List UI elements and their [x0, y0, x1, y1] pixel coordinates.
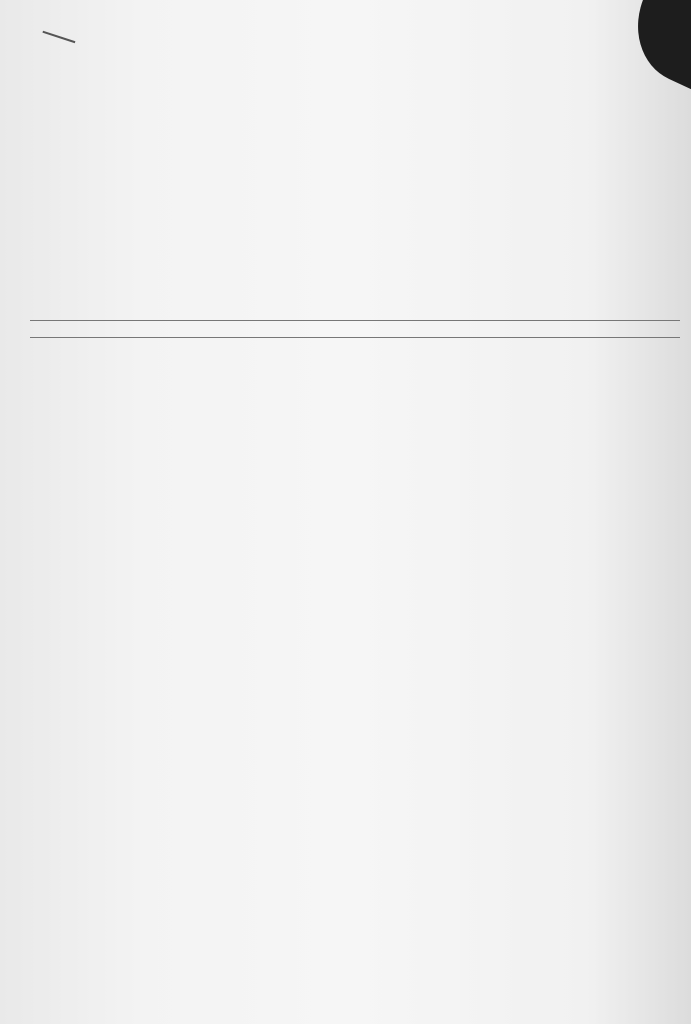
dark-object-corner [617, 0, 691, 95]
pen-mark [43, 31, 76, 43]
table-top-rule [30, 320, 680, 321]
table-header-rule [30, 337, 680, 338]
